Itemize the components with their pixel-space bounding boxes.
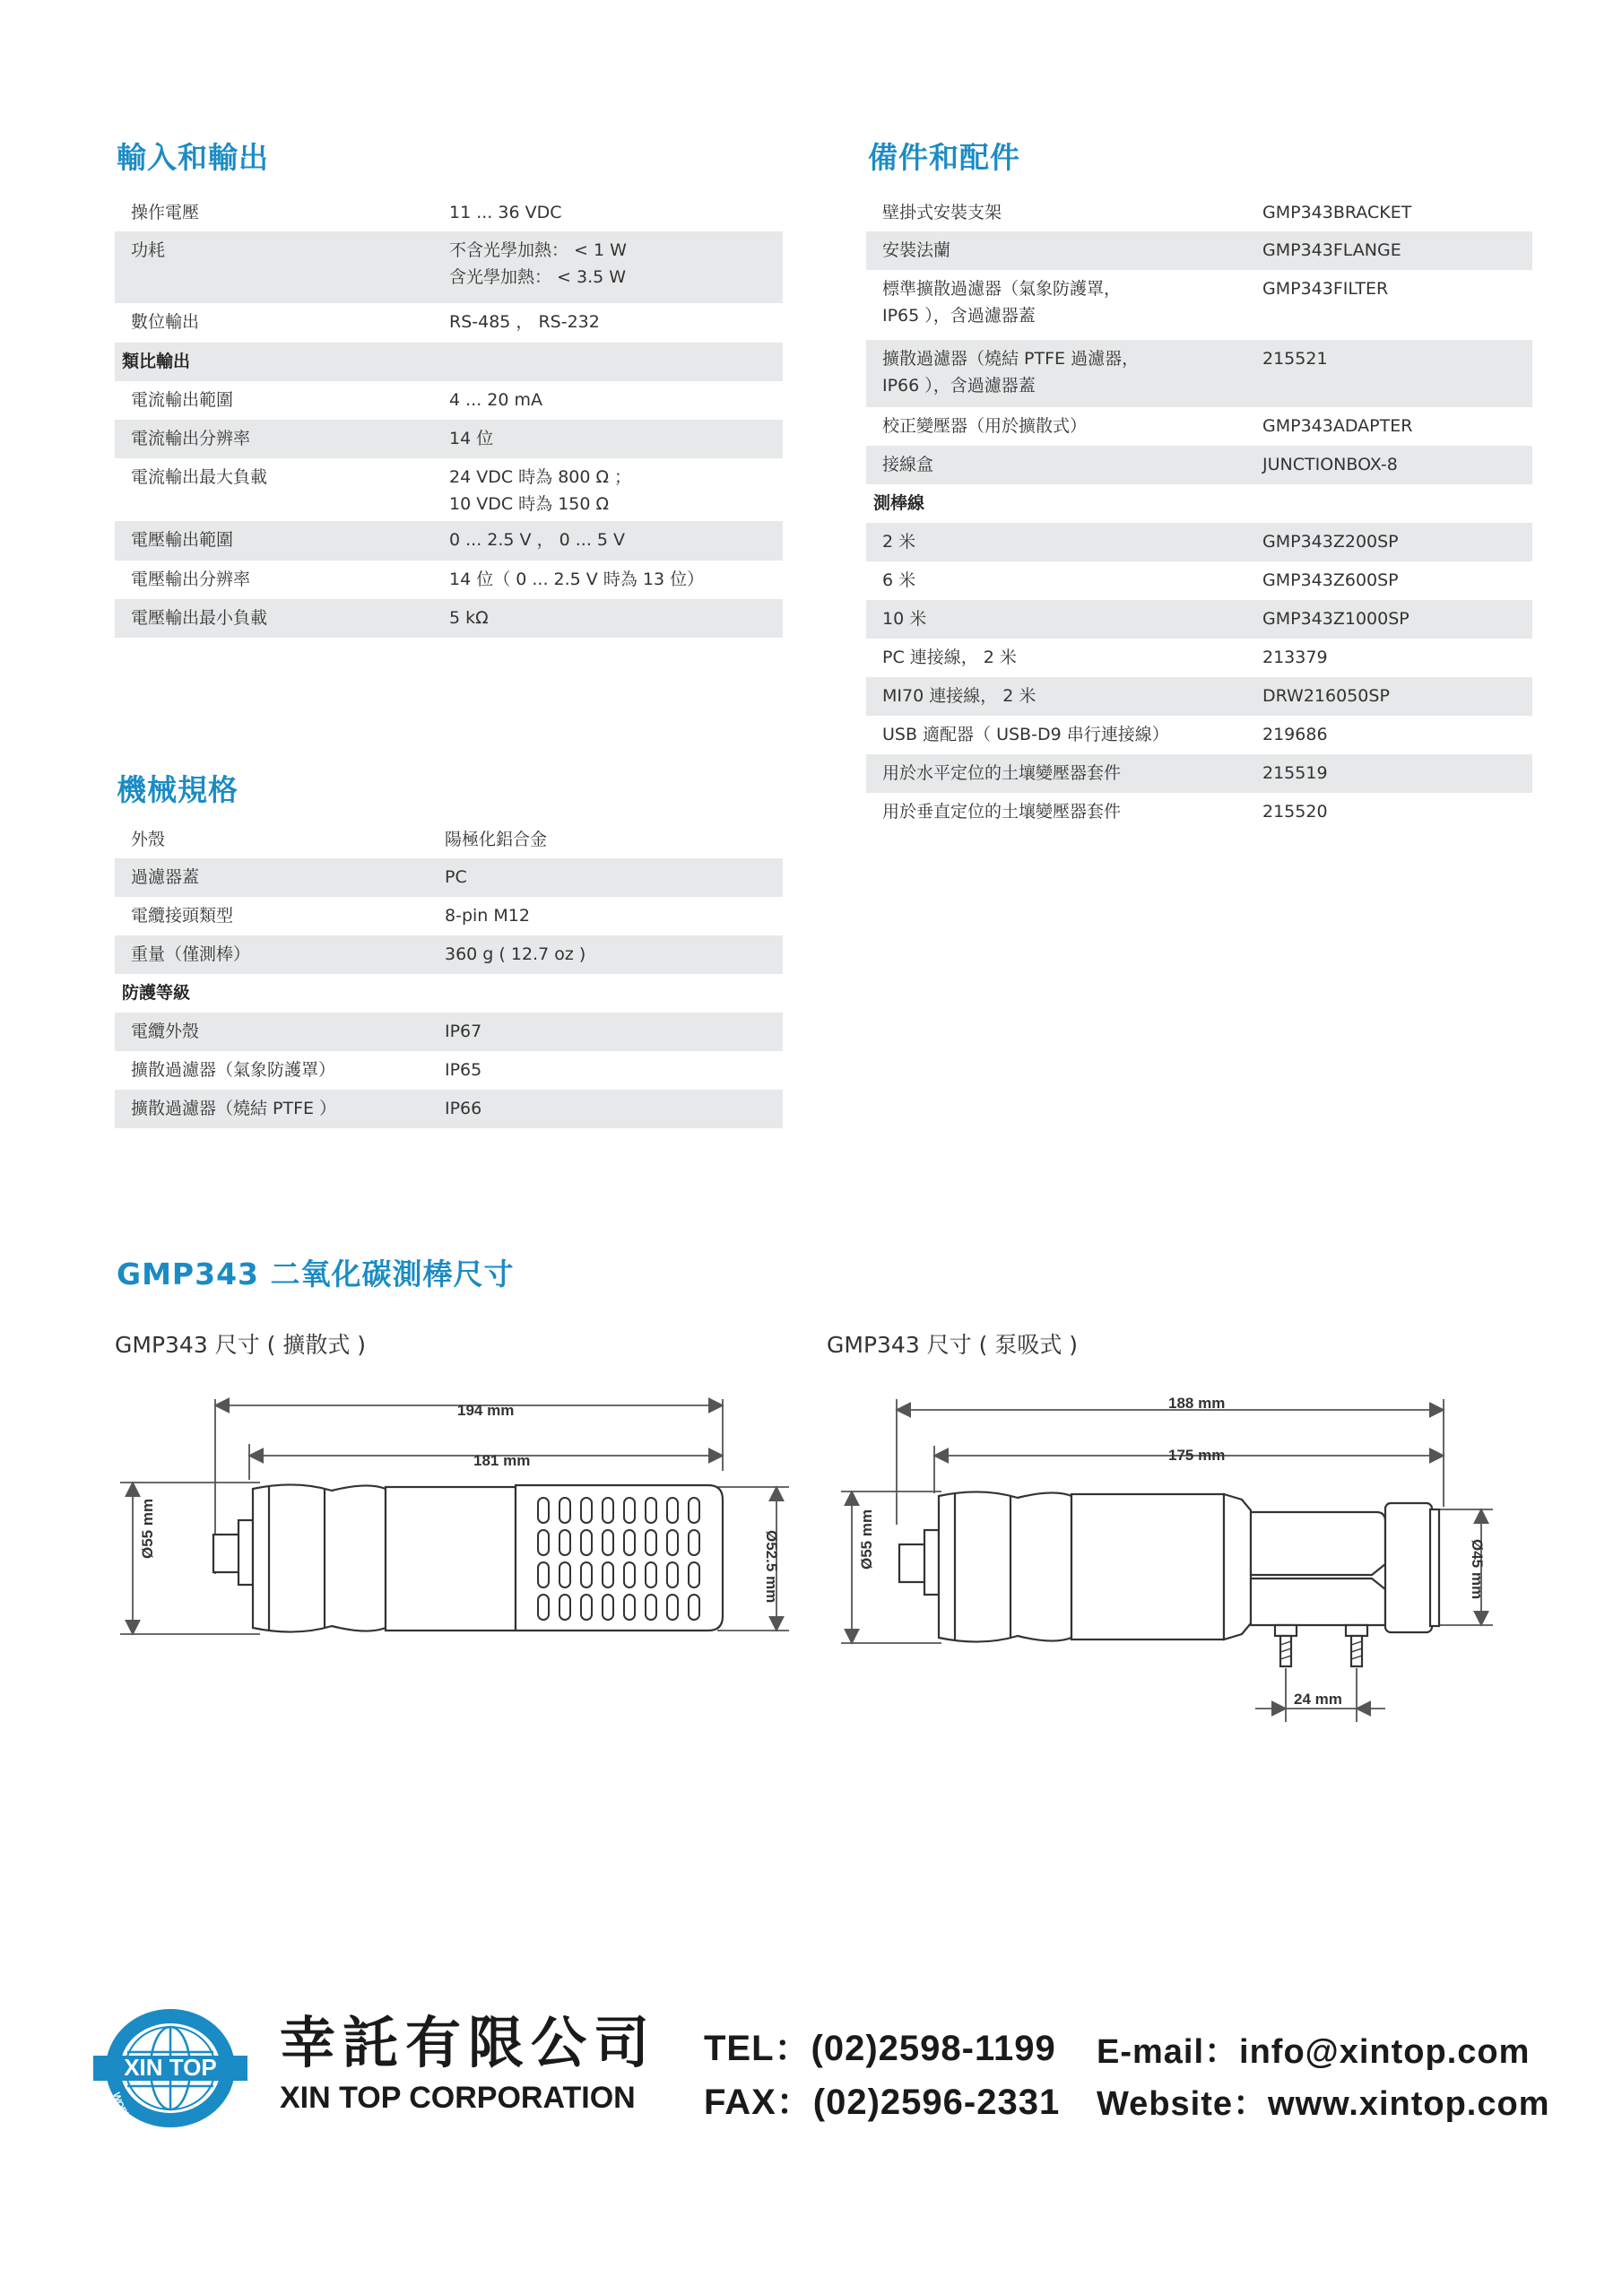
row-label: USB 適配器（ USB-D9 串行連接線） <box>882 725 1169 744</box>
row-value: GMP343BRACKET <box>1262 203 1412 222</box>
row-value: DRW216050SP <box>1262 686 1390 706</box>
row-label: 擴散過濾器（燒結 PTFE ） <box>131 1099 337 1118</box>
contact-fax: FAX：(02)2596-2331 <box>704 2083 1061 2122</box>
diffusion-drawing-title: GMP343 尺寸 ( 擴散式 ) <box>115 1332 367 1358</box>
row-value: 360 g ( 12.7 oz ) <box>445 944 586 964</box>
row-value: GMP343Z1000SP <box>1262 609 1409 629</box>
pump-diameter-left: Ø55 mm <box>858 1509 875 1570</box>
xintop-logo <box>90 2009 251 2144</box>
row-value: 4 ... 20 mA <box>449 390 543 410</box>
row-label: 安裝法蘭 <box>882 240 951 260</box>
row-label: 測棒線 <box>873 493 925 513</box>
row-value: GMP343FILTER <box>1262 279 1389 299</box>
logo-ring-text: WORLD WIDE SERVICE <box>110 2091 202 2144</box>
row-value: 215521 <box>1262 349 1328 369</box>
diffusion-diameter-left: Ø55 mm <box>139 1498 156 1559</box>
accessories-section-title: 備件和配件 <box>868 140 1020 175</box>
row-label: 功耗 <box>131 240 166 260</box>
row-label: 壁掛式安裝支架 <box>882 203 1002 222</box>
mechanical-section-title: 機械規格 <box>117 772 239 807</box>
row-label: 電流輸出最大負載 <box>131 467 268 487</box>
row-value: 不含光學加熱： < 1 W 含光學加熱： < 3.5 W <box>449 240 627 287</box>
row-label: 過濾器蓋 <box>131 867 200 887</box>
row-value: GMP343ADAPTER <box>1262 416 1413 436</box>
row-value: IP65 <box>445 1060 482 1080</box>
row-label: 操作電壓 <box>131 203 200 222</box>
row-label: 10 米 <box>882 609 927 629</box>
row-value: IP66 <box>445 1099 482 1118</box>
diffusion-diameter-right: Ø52.5 mm <box>763 1530 780 1604</box>
row-value: 219686 <box>1262 725 1328 744</box>
row-label: 用於水平定位的土壤變壓器套件 <box>882 763 1122 783</box>
row-value: GMP343Z200SP <box>1262 532 1399 552</box>
company-name-en: XIN TOP CORPORATION <box>280 2081 636 2115</box>
pump-body-length: 175 mm <box>1168 1447 1226 1464</box>
pump-diameter-right: Ø45 mm <box>1469 1539 1486 1600</box>
row-label: 2 米 <box>882 532 916 552</box>
diffusion-body-length: 181 mm <box>473 1452 531 1469</box>
logo-text: XIN TOP <box>124 2054 217 2081</box>
diffusion-total-length: 194 mm <box>457 1402 515 1419</box>
row-label: 類比輸出 <box>122 352 191 371</box>
io-section-title: 輸入和輸出 <box>117 140 269 175</box>
pump-port-spacing: 24 mm <box>1294 1691 1342 1708</box>
row-label: 電纜外殼 <box>131 1022 200 1041</box>
row-label: 數位輸出 <box>131 312 200 332</box>
row-label: MI70 連接線， 2 米 <box>882 686 1037 706</box>
row-label: 重量（僅測棒） <box>131 944 251 964</box>
row-label: 擴散過濾器（氣象防護罩） <box>131 1060 336 1080</box>
row-label: 校正變壓器（用於擴散式） <box>882 416 1088 436</box>
row-value: 14 位 <box>449 429 494 448</box>
pump-total-length: 188 mm <box>1168 1395 1226 1412</box>
row-value: 陽極化鋁合金 <box>445 830 548 849</box>
contact-email[interactable]: E-mail：info@xintop.com <box>1097 2033 1531 2071</box>
row-value: 215519 <box>1262 763 1328 783</box>
dimensions-section-title: GMP343 二氧化碳測棒尺寸 <box>117 1257 515 1292</box>
contact-tel: TEL：(02)2598-1199 <box>704 2029 1056 2068</box>
row-label: 電纜接頭類型 <box>131 906 234 926</box>
pump-drawing-title: GMP343 尺寸 ( 泵吸式 ) <box>827 1332 1079 1358</box>
row-value: IP67 <box>445 1022 482 1041</box>
row-value: 14 位（ 0 ... 2.5 V 時為 13 位） <box>449 570 705 589</box>
row-value: 213379 <box>1262 648 1328 667</box>
row-label: 用於垂直定位的土壤變壓器套件 <box>882 802 1122 822</box>
row-label: 外殼 <box>131 830 166 849</box>
row-value: PC <box>445 867 467 887</box>
row-label: PC 連接線， 2 米 <box>882 648 1017 667</box>
row-value: GMP343Z600SP <box>1262 570 1399 590</box>
row-value: JUNCTIONBOX-8 <box>1262 455 1398 474</box>
row-label: 電流輸出範圍 <box>131 390 234 410</box>
row-value: 11 ... 36 VDC <box>449 203 562 222</box>
contact-website[interactable]: Website：www.xintop.com <box>1097 2085 1550 2123</box>
row-value: 24 VDC 時為 800 Ω ； 10 VDC 時為 150 Ω <box>449 467 632 514</box>
row-label: 防護等級 <box>122 983 191 1003</box>
row-value: 0 ... 2.5 V ， 0 ... 5 V <box>449 530 626 550</box>
row-value: 5 kΩ <box>449 608 489 628</box>
row-value: 8-pin M12 <box>445 906 530 926</box>
row-label: 電壓輸出範圍 <box>131 530 234 550</box>
row-label: 擴散過濾器（燒結 PTFE 過濾器， IP66 ），含過濾器蓋 <box>882 349 1140 396</box>
company-name-cn: 幸託有限公司 <box>280 2010 657 2075</box>
row-label: 電壓輸出最小負載 <box>131 608 268 628</box>
row-label: 標準擴散過濾器（氣象防護罩， IP65 ），含過濾器蓋 <box>882 279 1122 326</box>
row-value: 215520 <box>1262 802 1328 822</box>
row-label: 電壓輸出分辨率 <box>131 570 251 589</box>
row-label: 接線盒 <box>882 455 934 474</box>
row-value: GMP343FLANGE <box>1262 240 1401 260</box>
row-label: 6 米 <box>882 570 916 590</box>
row-value: RS-485 ， RS-232 <box>449 312 600 332</box>
row-label: 電流輸出分辨率 <box>131 429 251 448</box>
